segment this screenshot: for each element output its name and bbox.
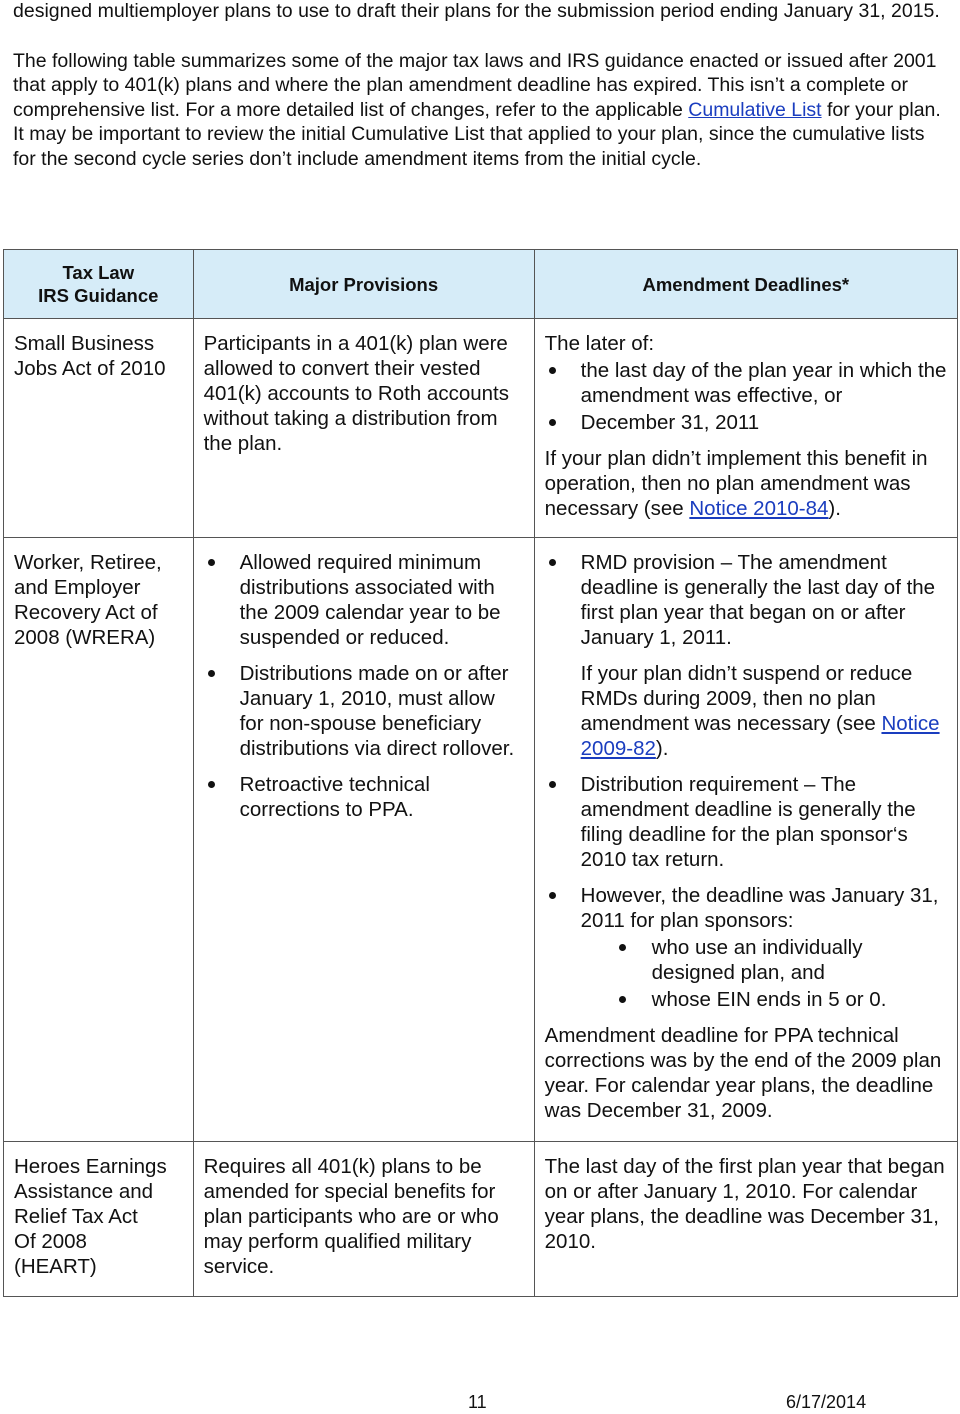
row1-provisions: Participants in a 401(k) plan were allowed to convert their vested 401(k) accounts to Roth accounts without taking a distribution from the plan. — [203, 332, 509, 455]
list-item: whose EIN ends in 5 or 0. — [581, 987, 947, 1012]
row2-deadline-cell — [534, 538, 957, 1142]
tax-law-table — [3, 249, 958, 1297]
header-major-provisions: Major Provisions — [193, 250, 534, 319]
cumulative-list-link[interactable]: Cumulative List — [688, 98, 822, 121]
intro-text — [13, 0, 948, 172]
list-item: Retroactive technical corrections to PPA. — [204, 772, 524, 822]
list-item: December 31, 2011 — [545, 410, 947, 435]
table-header-row — [4, 250, 958, 319]
row2-rmd-note — [581, 661, 947, 761]
intro-paragraph-2 — [13, 49, 948, 172]
list-item: Allowed required minimum distributions associated with the 2009 calendar year to be suspended or reduced. — [204, 550, 524, 650]
row2-note-text-b: ). — [655, 737, 669, 760]
row2-rmd-provision: RMD provision – The amendment deadline is generally the last day of the first plan year that began on or after January 1, 2011. — [580, 551, 936, 649]
row1-note-text-b: ). — [828, 497, 841, 520]
page-number: 11 — [468, 1392, 487, 1412]
row3-law-line: Heroes Earnings — [14, 1155, 167, 1178]
row1-law: Small Business Jobs Act of 2010 — [14, 332, 166, 380]
notice-2009-82-link[interactable]: Notice 2009-82 — [580, 712, 940, 760]
row2-provisions-cell — [193, 538, 534, 1142]
table-row — [4, 1142, 958, 1297]
row2-ppa-deadline: Amendment deadline for PPA technical corrections was by the end of the 2009 plan year. For calendar year plans, the deadline was December 31, 2009. — [544, 1024, 942, 1122]
list-item — [545, 883, 947, 1012]
header-tax-law — [4, 250, 194, 319]
intro-p2-text-b: for your plan. It may be important to review the initial Cumulative List that applied to your plan, since the cumulative lists for the second cycle series don’t include amendment items from the initial cycle. — [13, 98, 941, 170]
row3-law — [4, 1142, 193, 1289]
row1-law-cell — [4, 319, 194, 538]
list-item: Distribution requirement – The amendment deadline is generally the filing deadline for the plan sponsor‘s 2010 tax return. — [545, 772, 947, 872]
table-row — [4, 538, 958, 1142]
row1-deadline-note — [545, 446, 947, 521]
row3-law-line: Relief Tax Act — [14, 1205, 138, 1228]
row2-law-cell — [4, 538, 194, 1142]
row3-law-line: Of 2008 — [14, 1230, 87, 1253]
notice-2010-84-link[interactable]: Notice 2010-84 — [689, 497, 829, 520]
row3-provisions: Requires all 401(k) plans to be amended for special benefits for plan participants who are or who may perform qualified military service. — [203, 1155, 499, 1278]
row1-deadline-intro: The later of: — [544, 332, 655, 355]
row3-law-cell — [4, 1142, 194, 1297]
footer-date: 6/17/2014 — [786, 1392, 867, 1412]
row1-provisions-cell — [193, 319, 534, 538]
row3-law-line: Assistance and — [14, 1180, 154, 1203]
row1-note-text-a: If your plan didn’t implement this benefit in operation, then no plan amendment was necessary (see — [544, 447, 928, 520]
row3-provisions-cell — [193, 1142, 534, 1297]
row3-law-line: (HEART) — [14, 1255, 97, 1278]
table-row — [4, 319, 958, 538]
row2-deadline-sponsors: However, the deadline was January 31, 2011 for plan sponsors: — [580, 884, 939, 932]
row3-deadline: The last day of the first plan year that began on or after January 1, 2010. For calendar year plans, the deadline was December 31, 2010. — [544, 1155, 945, 1253]
list-item: who use an individually designed plan, and — [581, 935, 947, 985]
intro-paragraph-1: designed multiemployer plans to use to draft their plans for the submission period ending January 31, 2015. — [13, 0, 940, 22]
row3-deadline-cell — [534, 1142, 957, 1297]
header-tax-law-line1: Tax Law — [62, 262, 135, 283]
intro-p2-text-a: The following table summarizes some of the major tax laws and IRS guidance enacted or issued after 2001 that apply to 401(k) plans and where the plan amendment deadline has expired. This isn’t a complete or comprehensive list. For a more detailed list of changes, refer to the applicable — [13, 49, 937, 121]
row2-law: Worker, Retiree, and Employer Recovery Act of 2008 (WRERA) — [14, 551, 162, 649]
row1-deadline-cell — [534, 319, 957, 538]
row2-note-text-a: If your plan didn’t suspend or reduce RMDs during 2009, then no plan amendment was necessary (see — [580, 662, 913, 735]
list-item — [545, 550, 947, 761]
header-amendment-deadlines: Amendment Deadlines* — [534, 250, 957, 319]
list-item: Distributions made on or after January 1, 2010, must allow for non-spouse beneficiary distributions via direct rollover. — [204, 661, 524, 761]
list-item: the last day of the plan year in which the amendment was effective, or — [545, 358, 947, 408]
header-tax-law-line2: IRS Guidance — [38, 285, 159, 306]
